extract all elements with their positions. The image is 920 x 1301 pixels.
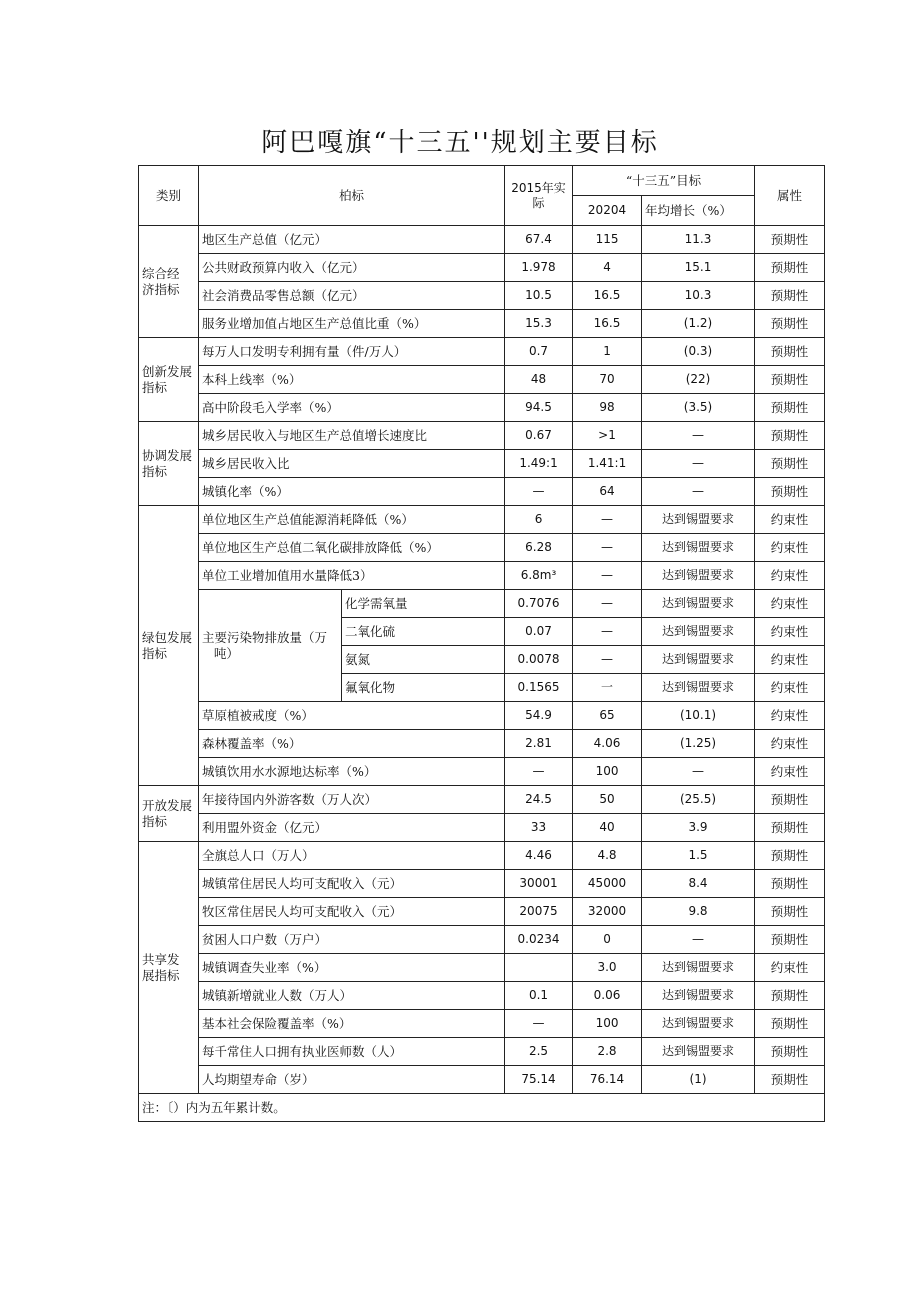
annual-growth-cell: (22) <box>642 366 755 394</box>
attribute-cell: 预期性 <box>755 786 825 814</box>
target-2020-cell: 64 <box>573 478 642 506</box>
actual-2015-cell: 33 <box>505 814 573 842</box>
table-row <box>139 226 825 254</box>
category-cell <box>139 422 199 506</box>
pollutant-name-cell: 氟氧化物 <box>342 674 505 702</box>
actual-2015-cell: 67.4 <box>505 226 573 254</box>
header-category: 类别 <box>139 166 199 226</box>
pollutant-name-cell: 二氧化硫 <box>342 618 505 646</box>
actual-2015-cell: — <box>505 478 573 506</box>
target-2020-cell: 1 <box>573 338 642 366</box>
actual-2015-cell: 48 <box>505 366 573 394</box>
target-2020-cell: — <box>573 562 642 590</box>
annual-growth-cell: (10.1) <box>642 702 755 730</box>
pollutant-label-line: 主要污染物排放量（万 <box>202 629 328 645</box>
annual-growth-cell: 达到锡盟要求 <box>642 506 755 534</box>
annual-growth-cell: 达到锡盟要求 <box>642 646 755 674</box>
annual-growth-cell: 15.1 <box>642 254 755 282</box>
annual-growth-cell: 达到锡盟要求 <box>642 618 755 646</box>
indicator-cell: 城镇调查失业率（%） <box>199 954 505 982</box>
attribute-cell: 约束性 <box>755 506 825 534</box>
actual-2015-cell: 24.5 <box>505 786 573 814</box>
indicator-cell: 社会消费品零售总额（亿元） <box>199 282 505 310</box>
target-2020-cell: 65 <box>573 702 642 730</box>
indicator-cell: 基本社会保险覆盖率（%） <box>199 1010 505 1038</box>
table-row <box>139 1010 825 1038</box>
attribute-cell: 预期性 <box>755 1010 825 1038</box>
attribute-cell: 预期性 <box>755 478 825 506</box>
annual-growth-cell: 达到锡盟要求 <box>642 674 755 702</box>
indicator-cell: 年接待国内外游客数（万人次） <box>199 786 505 814</box>
target-2020-cell: 98 <box>573 394 642 422</box>
target-2020-cell: 40 <box>573 814 642 842</box>
target-2020-cell: 3.0 <box>573 954 642 982</box>
table-row <box>139 842 825 870</box>
table-row <box>139 422 825 450</box>
target-2020-cell: 一 <box>573 674 642 702</box>
target-2020-cell: 4.8 <box>573 842 642 870</box>
target-2020-cell: 16.5 <box>573 282 642 310</box>
table-row <box>139 730 825 758</box>
attribute-cell: 约束性 <box>755 954 825 982</box>
annual-growth-cell: — <box>642 450 755 478</box>
actual-2015-cell: 6 <box>505 506 573 534</box>
attribute-cell: 预期性 <box>755 366 825 394</box>
indicator-cell: 每千常住人口拥有执业医师数（人） <box>199 1038 505 1066</box>
indicator-cell: 城乡居民收入比 <box>199 450 505 478</box>
attribute-cell: 约束性 <box>755 730 825 758</box>
attribute-cell: 预期性 <box>755 282 825 310</box>
indicator-cell: 城镇新增就业人数（万人） <box>199 982 505 1010</box>
target-2020-cell: 0.06 <box>573 982 642 1010</box>
target-2020-cell: 45000 <box>573 870 642 898</box>
indicator-cell: 城镇饮用水水源地达标率（%） <box>199 758 505 786</box>
target-2020-cell: 2.8 <box>573 1038 642 1066</box>
attribute-cell: 约束性 <box>755 590 825 618</box>
indicator-cell: 全旗总人口（万人） <box>199 842 505 870</box>
table-row <box>139 562 825 590</box>
pollutant-label-line: 吨） <box>213 645 239 661</box>
category-line: 共享发 <box>142 951 180 967</box>
attribute-cell: 预期性 <box>755 926 825 954</box>
table-row <box>139 590 825 618</box>
table-note: 注：〔）内为五年累计数。 <box>139 1094 825 1122</box>
target-2020-cell: >1 <box>573 422 642 450</box>
target-2020-cell: 4.06 <box>573 730 642 758</box>
attribute-cell: 约束性 <box>755 646 825 674</box>
table-row <box>139 282 825 310</box>
annual-growth-cell: 达到锡盟要求 <box>642 590 755 618</box>
indicator-cell: 每万人口发明专利拥有量（件/万人） <box>199 338 505 366</box>
attribute-cell: 约束性 <box>755 562 825 590</box>
indicator-cell: 城镇常住居民人均可支配收入（元） <box>199 870 505 898</box>
header-actual-line: 际 <box>532 195 545 210</box>
attribute-cell: 预期性 <box>755 814 825 842</box>
annual-growth-cell: — <box>642 478 755 506</box>
header-row <box>139 166 825 196</box>
annual-growth-cell: 1.5 <box>642 842 755 870</box>
indicator-cell: 单位地区生产总值能源消耗降低（%） <box>199 506 505 534</box>
page-title: 阿巴嘎旗“十三五''规划主要目标 <box>261 128 659 158</box>
header-indicator: 柏标 <box>199 166 505 226</box>
category-cell <box>139 338 199 422</box>
table-row <box>139 254 825 282</box>
indicator-cell: 高中阶段毛入学率（%） <box>199 394 505 422</box>
category-line: 指标 <box>142 813 168 829</box>
indicator-cell: 单位工业增加值用水量降低3） <box>199 562 505 590</box>
table-row <box>139 702 825 730</box>
attribute-cell: 预期性 <box>755 1038 825 1066</box>
actual-2015-cell: 1.49:1 <box>505 450 573 478</box>
target-2020-cell: 50 <box>573 786 642 814</box>
attribute-cell: 预期性 <box>755 450 825 478</box>
indicator-cell: 牧区常住居民人均可支配收入（元） <box>199 898 505 926</box>
actual-2015-cell: 0.07 <box>505 618 573 646</box>
category-line: 绿包发展 <box>142 629 193 645</box>
attribute-cell: 预期性 <box>755 310 825 338</box>
attribute-cell: 约束性 <box>755 618 825 646</box>
attribute-cell: 预期性 <box>755 338 825 366</box>
table-row <box>139 366 825 394</box>
actual-2015-cell: 1.978 <box>505 254 573 282</box>
actual-2015-cell: 6.8m³ <box>505 562 573 590</box>
target-2020-cell: 115 <box>573 226 642 254</box>
actual-2015-cell: 6.28 <box>505 534 573 562</box>
target-2020-cell: 100 <box>573 758 642 786</box>
category-line: 指标 <box>142 379 168 395</box>
actual-2015-cell: 0.0078 <box>505 646 573 674</box>
actual-2015-cell: 15.3 <box>505 310 573 338</box>
attribute-cell: 预期性 <box>755 254 825 282</box>
table-row <box>139 310 825 338</box>
annual-growth-cell: 11.3 <box>642 226 755 254</box>
target-2020-cell: 32000 <box>573 898 642 926</box>
target-2020-cell: — <box>573 618 642 646</box>
actual-2015-cell: 2.5 <box>505 1038 573 1066</box>
attribute-cell: 约束性 <box>755 702 825 730</box>
target-2020-cell: — <box>573 590 642 618</box>
target-2020-cell: 16.5 <box>573 310 642 338</box>
category-line: 指标 <box>142 645 168 661</box>
actual-2015-cell: 30001 <box>505 870 573 898</box>
category-line: 协调发展 <box>142 447 193 463</box>
annual-growth-cell: (0.3) <box>642 338 755 366</box>
annual-growth-cell: 达到锡盟要求 <box>642 982 755 1010</box>
indicator-cell: 草原植被戒度（%） <box>199 702 505 730</box>
indicator-cell: 人均期望寿命（岁） <box>199 1066 505 1094</box>
annual-growth-cell: (1) <box>642 1066 755 1094</box>
actual-2015-cell: 75.14 <box>505 1066 573 1094</box>
header-target-group: “十三五”目标 <box>573 166 755 196</box>
actual-2015-cell: 10.5 <box>505 282 573 310</box>
actual-2015-cell: — <box>505 1010 573 1038</box>
category-line: 综合经 <box>142 265 180 281</box>
annual-growth-cell: 达到锡盟要求 <box>642 562 755 590</box>
annual-growth-cell: 3.9 <box>642 814 755 842</box>
annual-growth-cell: — <box>642 758 755 786</box>
target-2020-cell: 100 <box>573 1010 642 1038</box>
actual-2015-cell: 20075 <box>505 898 573 926</box>
annual-growth-cell: 达到锡盟要求 <box>642 534 755 562</box>
table-row <box>139 450 825 478</box>
pollutant-name-cell: 化学需氧量 <box>342 590 505 618</box>
annual-growth-cell: (3.5) <box>642 394 755 422</box>
annual-growth-cell: 9.8 <box>642 898 755 926</box>
category-cell <box>139 506 199 786</box>
table-row <box>139 870 825 898</box>
actual-2015-cell: 0.67 <box>505 422 573 450</box>
attribute-cell: 约束性 <box>755 758 825 786</box>
targets-table <box>138 165 825 1122</box>
actual-2015-cell: 4.46 <box>505 842 573 870</box>
table-row <box>139 786 825 814</box>
actual-2015-cell: — <box>505 758 573 786</box>
attribute-cell: 预期性 <box>755 226 825 254</box>
annual-growth-cell: 达到锡盟要求 <box>642 1010 755 1038</box>
table-row <box>139 954 825 982</box>
annual-growth-cell: (1.25) <box>642 730 755 758</box>
target-2020-cell: 70 <box>573 366 642 394</box>
table-row <box>139 1066 825 1094</box>
table-row <box>139 394 825 422</box>
attribute-cell: 预期性 <box>755 422 825 450</box>
actual-2015-cell: 0.7 <box>505 338 573 366</box>
note-row <box>139 1094 825 1122</box>
category-line: 展指标 <box>142 967 180 983</box>
indicator-cell: 单位地区生产总值二氧化碳排放降低（%） <box>199 534 505 562</box>
annual-growth-cell: 达到锡盟要求 <box>642 1038 755 1066</box>
table-row <box>139 898 825 926</box>
indicator-cell: 本科上线率（%） <box>199 366 505 394</box>
category-cell <box>139 226 199 338</box>
annual-growth-cell: — <box>642 422 755 450</box>
annual-growth-cell: 达到锡盟要求 <box>642 954 755 982</box>
indicator-cell: 服务业增加值占地区生产总值比重（%） <box>199 310 505 338</box>
attribute-cell: 预期性 <box>755 898 825 926</box>
table-row <box>139 982 825 1010</box>
category-line: 指标 <box>142 463 168 479</box>
actual-2015-cell: 54.9 <box>505 702 573 730</box>
table-row <box>139 506 825 534</box>
pollutant-name-cell: 氨氮 <box>342 646 505 674</box>
target-2020-cell: — <box>573 646 642 674</box>
indicator-cell: 地区生产总值（亿元） <box>199 226 505 254</box>
indicator-cell: 贫困人口户数（万户） <box>199 926 505 954</box>
table-row <box>139 1038 825 1066</box>
attribute-cell: 约束性 <box>755 674 825 702</box>
actual-2015-cell: 0.0234 <box>505 926 573 954</box>
annual-growth-cell: 10.3 <box>642 282 755 310</box>
indicator-cell: 城镇化率（%） <box>199 478 505 506</box>
table-row <box>139 534 825 562</box>
annual-growth-cell: (25.5) <box>642 786 755 814</box>
indicator-cell: 城乡居民收入与地区生产总值增长速度比 <box>199 422 505 450</box>
target-2020-cell: — <box>573 506 642 534</box>
table-row <box>139 814 825 842</box>
indicator-cell: 森林覆盖率（%） <box>199 730 505 758</box>
header-actual-2015 <box>505 166 573 226</box>
category-line: 济指标 <box>142 281 180 297</box>
target-2020-cell: 1.41:1 <box>573 450 642 478</box>
target-2020-cell: 0 <box>573 926 642 954</box>
attribute-cell: 预期性 <box>755 1066 825 1094</box>
actual-2015-cell: 0.7076 <box>505 590 573 618</box>
target-2020-cell: 76.14 <box>573 1066 642 1094</box>
actual-2015-cell: 94.5 <box>505 394 573 422</box>
attribute-cell: 预期性 <box>755 870 825 898</box>
actual-2015-cell: 0.1 <box>505 982 573 1010</box>
pollutant-label-cell <box>199 590 342 702</box>
header-annual-growth: 年均增长（%） <box>642 196 755 226</box>
category-cell <box>139 842 199 1094</box>
target-2020-cell: — <box>573 534 642 562</box>
indicator-cell: 利用盟外资金（亿元） <box>199 814 505 842</box>
table-row <box>139 478 825 506</box>
target-2020-cell: 4 <box>573 254 642 282</box>
attribute-cell: 预期性 <box>755 394 825 422</box>
category-line: 开放发展 <box>142 797 193 813</box>
header-target-2020: 20204 <box>573 196 642 226</box>
actual-2015-cell: 0.1565 <box>505 674 573 702</box>
header-actual-line: 2015年实 <box>511 180 566 195</box>
table-row <box>139 926 825 954</box>
indicator-cell: 公共财政预算内收入（亿元） <box>199 254 505 282</box>
table-row <box>139 338 825 366</box>
attribute-cell: 预期性 <box>755 982 825 1010</box>
attribute-cell: 预期性 <box>755 842 825 870</box>
category-cell <box>139 786 199 842</box>
annual-growth-cell: (1.2) <box>642 310 755 338</box>
category-line: 创新发展 <box>142 363 193 379</box>
header-attribute: 属性 <box>755 166 825 226</box>
attribute-cell: 约束性 <box>755 534 825 562</box>
actual-2015-cell <box>505 954 573 982</box>
table-row <box>139 758 825 786</box>
actual-2015-cell: 2.81 <box>505 730 573 758</box>
annual-growth-cell: 8.4 <box>642 870 755 898</box>
annual-growth-cell: — <box>642 926 755 954</box>
